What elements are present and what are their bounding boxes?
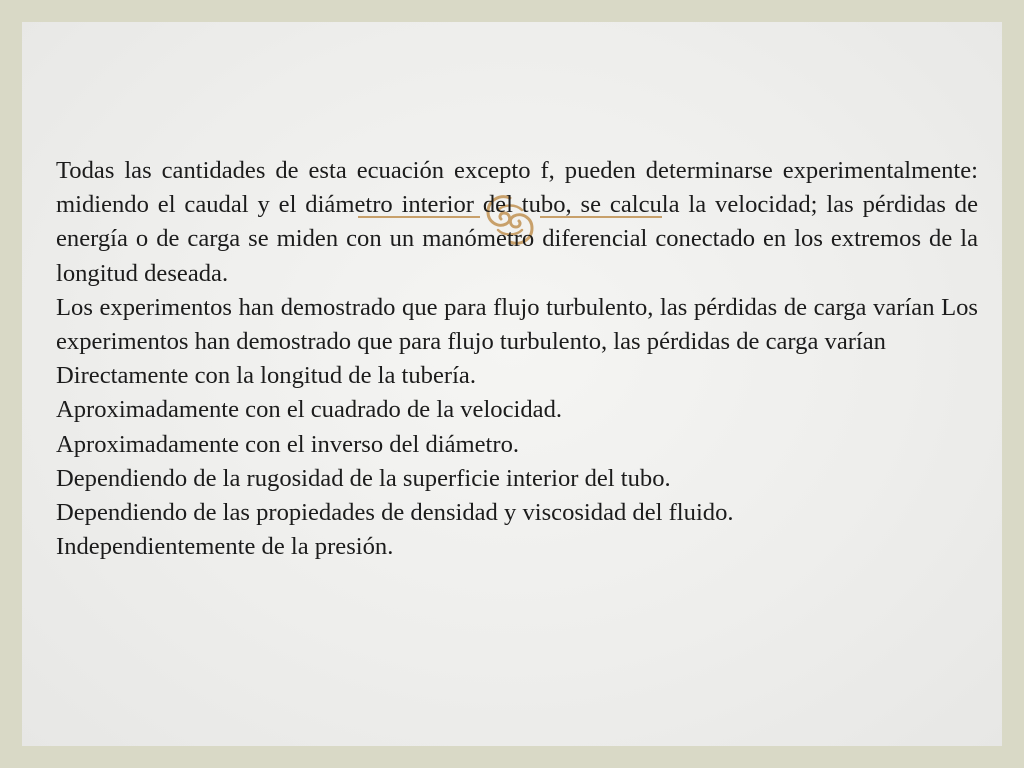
paragraph-equation-quantities: Todas las cantidades de esta ecuación excepto f, pueden determinarse experimentalmente: midiendo el caudal y el diámetro interior del tubo, se calcula la velocidad; las pérdidas de energía o de carga se miden con un manómetro diferencial conectado en los extremos de la longitud deseada. — [56, 157, 978, 287]
line-rugosidad: Dependiendo de la rugosidad de la superficie interior del tubo. — [56, 464, 671, 492]
slide-body — [56, 154, 978, 564]
line-diametro: Aproximadamente con el inverso del diámetro. — [56, 430, 520, 458]
line-presion: Independientemente de la presión. — [56, 533, 394, 561]
line-densidad-viscosidad: Dependiendo de las propiedades de densidad y viscosidad del fluido. — [56, 499, 734, 527]
line-longitud: Directamente con la longitud de la tubería. — [56, 362, 476, 390]
line-velocidad: Aproximadamente con el cuadrado de la velocidad. — [56, 396, 563, 424]
paragraph-experiments: Los experimentos han demostrado que para flujo turbulento, las pérdidas de carga varían Los experimentos han demostrado que para flujo turbulento, las pérdidas de carga varían — [56, 293, 978, 356]
